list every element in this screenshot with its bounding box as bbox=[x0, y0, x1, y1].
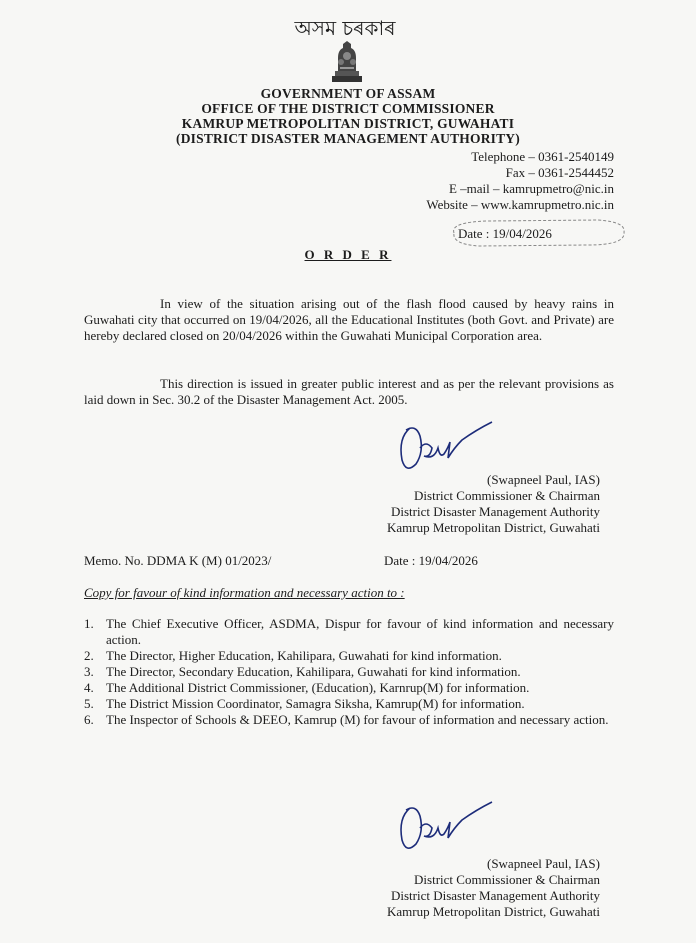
signatory-district: Kamrup Metropolitan District, Guwahati bbox=[386, 520, 600, 535]
contact-telephone: Telephone – 0361-2540149 bbox=[471, 149, 614, 164]
memo-number: Memo. No. DDMA K (M) 01/2023/ bbox=[84, 553, 272, 568]
list-item: 5. The District Mission Coordinator, Samagra Siksha, Kamrup(M) for information. bbox=[84, 696, 525, 711]
list-item: 6. The Inspector of Schools & DEEO, Kamrup (M) for favour of information and necessary action. bbox=[84, 712, 609, 727]
assamese-government-title: অসম চৰকাৰ bbox=[294, 16, 396, 40]
signature-image bbox=[380, 418, 500, 480]
list-item: 3. The Director, Secondary Education, Kahilipara, Guwahati for kind information. bbox=[84, 664, 521, 679]
memo-date: Date : 19/04/2026 bbox=[384, 553, 478, 568]
order-paragraph-2-text: This direction is issued in greater public interest and as per the relevant provisions as laid down in Sec. 30.2 of the Disaster Management Act. 2005. bbox=[84, 376, 614, 407]
header-line-district: KAMRUP METROPOLITAN DISTRICT, GUWAHATI bbox=[181, 116, 515, 131]
national-emblem-icon bbox=[328, 38, 366, 84]
signature-image bbox=[380, 798, 500, 860]
copy-heading: Copy for favour of kind information and necessary action to : bbox=[84, 585, 405, 600]
signatory-name: (Swapneel Paul, IAS) bbox=[486, 856, 600, 871]
signatory-district: Kamrup Metropolitan District, Guwahati bbox=[386, 904, 600, 919]
contact-website: Website – www.kamrupmetro.nic.in bbox=[426, 197, 614, 212]
signatory-designation: District Commissioner & Chairman bbox=[414, 488, 600, 503]
signatory-name: (Swapneel Paul, IAS) bbox=[486, 472, 600, 487]
signatory-authority: District Disaster Management Authority bbox=[390, 504, 600, 519]
signature-block-2 bbox=[310, 856, 600, 920]
signature-block-1 bbox=[310, 472, 600, 536]
list-item: 1. The Chief Executive Officer, ASDMA, Dispur for favour of kind information and necessary action. bbox=[84, 616, 614, 647]
order-paragraph-1 bbox=[84, 296, 614, 344]
signatory-authority: District Disaster Management Authority bbox=[390, 888, 600, 903]
list-item: 2. The Director, Higher Education, Kahilipara, Guwahati for kind information. bbox=[84, 648, 502, 663]
order-paragraph-1-text: In view of the situation arising out of the flash flood caused by heavy rains in Guwahati city that occurred on 19/04/2026, all the Educational Institutes (both Govt. and Private) are hereby declared closed on 20/04/2026 within the Guwahati Municipal Corporation area. bbox=[84, 296, 614, 343]
list-item: 4. The Additional District Commissioner, (Education), Karnrup(M) for information. bbox=[84, 680, 530, 695]
order-date: Date : 19/04/2026 bbox=[458, 226, 552, 241]
header-line-office: OFFICE OF THE DISTRICT COMMISSIONER bbox=[201, 101, 495, 116]
signatory-designation: District Commissioner & Chairman bbox=[414, 872, 600, 887]
order-paragraph-2 bbox=[84, 376, 614, 408]
header-line-government: GOVERNMENT OF ASSAM bbox=[260, 86, 436, 101]
order-title: O R D E R bbox=[304, 247, 392, 262]
header-line-authority: (DISTRICT DISASTER MANAGEMENT AUTHORITY) bbox=[176, 131, 520, 146]
recipient-list bbox=[84, 616, 614, 728]
contact-email: E –mail – kamrupmetro@nic.in bbox=[448, 181, 614, 196]
contact-fax: Fax – 0361-2544452 bbox=[505, 165, 614, 180]
